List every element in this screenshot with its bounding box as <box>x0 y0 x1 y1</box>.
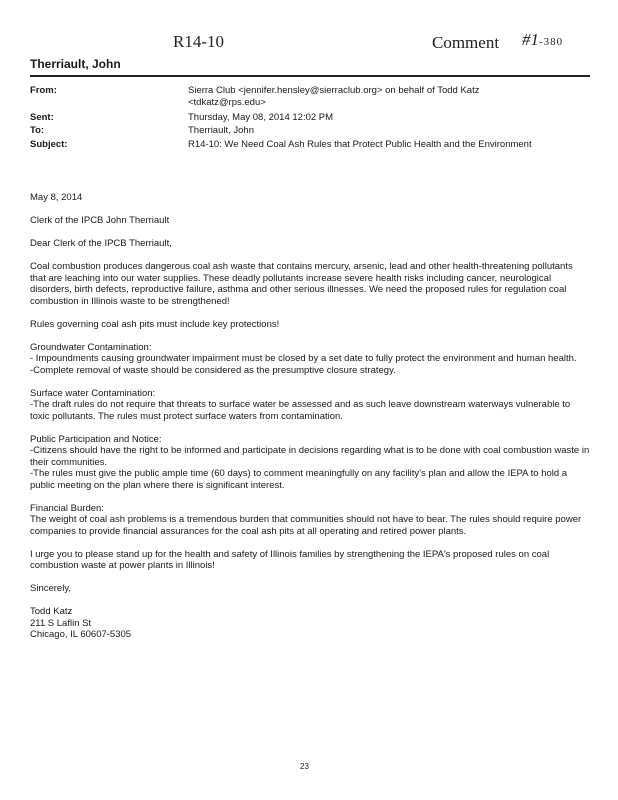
comment-number <box>522 30 563 50</box>
signoff: Sincerely, <box>30 583 72 594</box>
surface-water-heading: Surface water Contamination: <box>30 387 156 399</box>
public-participation-heading: Public Participation and Notice: <box>30 433 162 445</box>
letter-date: May 8, 2014 <box>30 192 83 203</box>
page-number: 23 <box>300 762 309 771</box>
sender-name: Todd Katz <box>30 606 73 617</box>
subject-value: R14-10: We Need Coal Ash Rules that Protect Public Health and the Environment <box>188 139 532 150</box>
closing-plea: I urge you to please stand up for the health and safety of Illinois families by strengthening the IEPA's proposed rules on coal combustion waste at power plants in Illinois! <box>30 548 550 571</box>
header-divider <box>30 75 590 77</box>
groundwater-point-2: -Complete removal of waste should be considered as the presumptive closure strategy. <box>30 364 396 376</box>
groundwater-heading: Groundwater Contamination: <box>30 341 152 353</box>
sent-value: Thursday, May 08, 2014 12:02 PM <box>188 112 334 123</box>
from-line-2: <tdkatz@rps.edu> <box>188 96 266 108</box>
comment-number-suffix: -380 <box>539 36 564 48</box>
financial-burden-point-1: The weight of coal ash problems is a tremendous burden that communities should not have to bear. The rules should require power companies to provide financial assurances for the coal ash pits at all operating and retired power plants. <box>30 514 582 537</box>
comment-number-main: #1 <box>522 30 539 49</box>
sender-city: Chicago, IL 60607-5305 <box>30 629 132 640</box>
from-line-1: Sierra Club <jennifer.hensley@sierraclub.org> on behalf of Todd Katz <box>188 85 480 96</box>
subject-label: Subject: <box>30 139 68 150</box>
intro-paragraph: Coal combustion produces dangerous coal ash waste that contains mercury, arsenic, lead and other health-threatening pollutants that are leaching into our water supplies. These deadly pollutants increase severe health risks including cancer, neurological disorders, birth defects, reproductive failure, asthma and other serious illnesses. We need the proposed rules for regulation coal combustion in Illinois waste to be strengthened! <box>30 261 573 307</box>
from-label: From: <box>30 85 57 96</box>
comment-stamp: Comment <box>432 33 500 52</box>
to-value: Therriault, John <box>188 125 255 136</box>
from-value <box>188 85 588 108</box>
public-participation-point-1: -Citizens should have the right to be informed and participate in decisions regarding what is to be done with coal combustion waste in their communities. <box>30 445 590 468</box>
letter-body <box>30 192 590 641</box>
groundwater-point-1: - Impoundments causing groundwater impairment must be closed by a set date to fully protect the environment and human health. <box>30 353 577 364</box>
sender-street: 211 S Laflin St <box>30 617 92 629</box>
docket-number: R14-10 <box>173 32 224 51</box>
to-label: To: <box>30 125 45 136</box>
financial-burden-heading: Financial Burden: <box>30 502 104 514</box>
letter-salutation: Dear Clerk of the IPCB Therriault, <box>30 238 172 249</box>
public-participation-point-2: -The rules must give the public ample time (60 days) to comment meaningfully on any facility's plan and allow the IEPA to hold a public meeting on the plan where there is significant interest. <box>30 468 568 491</box>
mailbox-owner: Therriault, John <box>30 57 121 71</box>
surface-water-point-1: -The draft rules do not require that threats to surface water be assessed and as such leave downstream waterways vulnerable to toxic pollutants. The rules must protect surface waters from contamination. <box>30 399 571 422</box>
protections-line: Rules governing coal ash pits must include key protections! <box>30 318 280 330</box>
sent-label: Sent: <box>30 112 54 123</box>
letter-addressee: Clerk of the IPCB John Therriault <box>30 215 170 226</box>
